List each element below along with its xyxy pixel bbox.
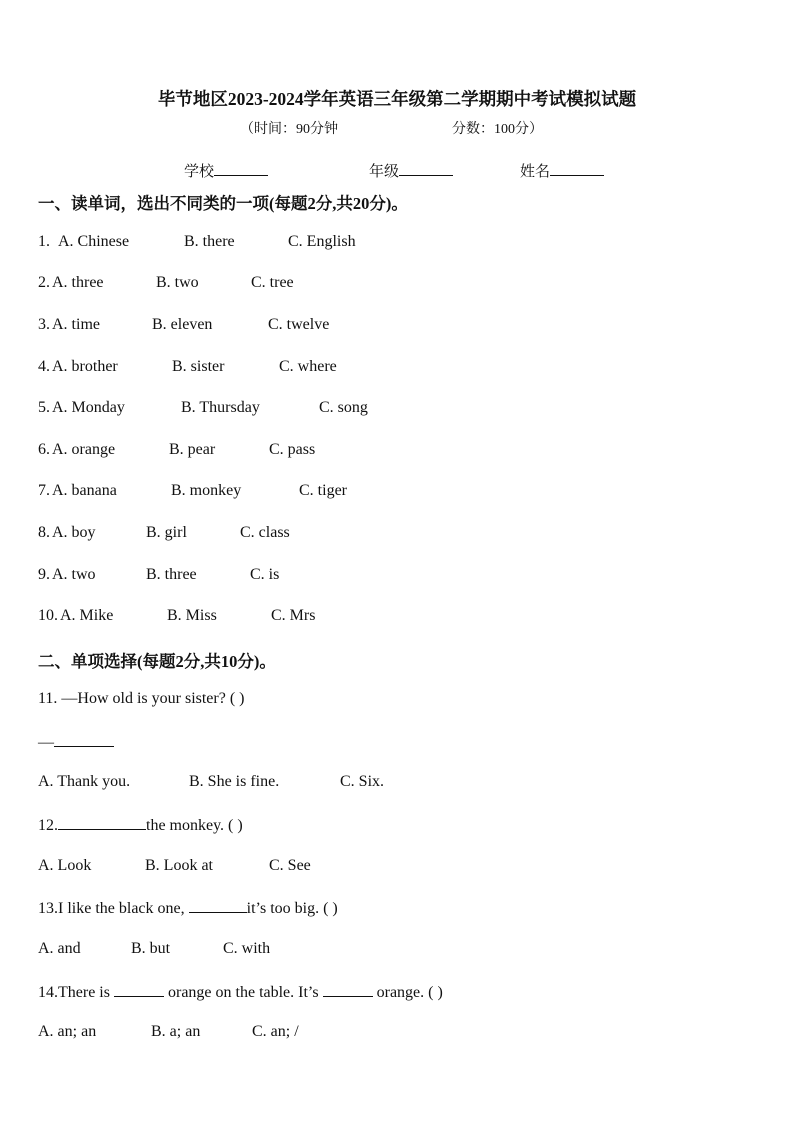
question-number: 4.: [38, 358, 50, 375]
option-c: C. tiger: [299, 482, 347, 499]
q14-blank-1[interactable]: [114, 982, 164, 997]
option-a: A. three: [52, 274, 104, 291]
option-c: C. Six.: [340, 773, 385, 790]
option-b: B. a; an: [151, 1023, 201, 1040]
name-blank[interactable]: [550, 161, 604, 176]
question-number: 7.: [38, 482, 50, 499]
q14-middle: orange on the table. It’s: [163, 984, 323, 1001]
q13-after: it’s too big. ( ): [246, 900, 338, 917]
option-c: C. class: [240, 524, 290, 541]
q14-before: 14.There is: [38, 984, 114, 1001]
grade-blank[interactable]: [399, 161, 453, 176]
option-a: A. an; an: [38, 1023, 97, 1040]
option-c: C. is: [250, 566, 280, 583]
question-number: 1.: [38, 233, 50, 250]
question-number: 10.: [38, 607, 58, 624]
option-c: C. Mrs: [271, 607, 316, 624]
option-b: B. sister: [172, 358, 225, 375]
school-label: 学校: [184, 164, 215, 180]
option-c: C. where: [279, 358, 337, 375]
q14-after: orange. ( ): [372, 984, 443, 1001]
q12-after: the monkey. ( ): [146, 817, 243, 834]
option-b: B. Look at: [145, 857, 213, 874]
exam-score: 分数：100分）: [452, 122, 543, 137]
question-number: 5.: [38, 399, 50, 416]
option-a: A. Mike: [60, 607, 114, 624]
option-c: C. twelve: [268, 316, 330, 333]
q11-stem: 11. —How old is your sister? ( ): [38, 690, 245, 707]
section1-heading: 一、读单词，选出不同类的一项(每题2分,共20分)。: [38, 194, 408, 213]
option-a: A. Monday: [52, 399, 125, 416]
option-c: C. See: [269, 857, 311, 874]
option-b: B. Miss: [167, 607, 217, 624]
question-number: 6.: [38, 441, 50, 458]
grade-label: 年级: [369, 164, 400, 180]
option-a: A. banana: [52, 482, 117, 499]
option-b: B. pear: [169, 441, 216, 458]
option-a: A. Look: [38, 857, 92, 874]
q13-stem: [38, 898, 338, 918]
question-number: 3.: [38, 316, 50, 333]
option-a: A. orange: [52, 441, 116, 458]
option-a: A. time: [52, 316, 100, 333]
option-c: C. song: [319, 399, 368, 416]
option-b: B. She is fine.: [189, 773, 280, 790]
section2-heading: 二、单项选择(每题2分,共10分)。: [38, 652, 276, 671]
q13-before: 13.I like the black one,: [38, 900, 189, 917]
option-c: C. an; /: [252, 1023, 299, 1040]
name-label: 姓名: [520, 164, 551, 180]
option-b: B. three: [146, 566, 197, 583]
option-b: B. but: [131, 940, 171, 957]
option-a: A. brother: [52, 358, 118, 375]
q11-answer-line: [38, 732, 114, 752]
option-b: B. girl: [146, 524, 187, 541]
name-field: [520, 160, 604, 181]
school-blank[interactable]: [214, 161, 268, 176]
exam-time: （时间：90分钟: [240, 122, 338, 137]
option-a: A. boy: [52, 524, 96, 541]
option-b: B. there: [184, 233, 235, 250]
q14-blank-2[interactable]: [323, 982, 373, 997]
option-b: B. Thursday: [181, 399, 260, 416]
q11-answer-blank[interactable]: [54, 732, 114, 747]
option-a: A. Chinese: [58, 233, 130, 250]
question-number: 9.: [38, 566, 50, 583]
option-a: A. Thank you.: [38, 773, 131, 790]
option-a: A. two: [52, 566, 96, 583]
q11-answer-prefix: —: [38, 734, 54, 751]
q14-stem: [38, 982, 443, 1002]
question-number: 8.: [38, 524, 50, 541]
q12-blank[interactable]: [58, 815, 146, 830]
exam-title: 毕节地区2023-2024学年英语三年级第二学期期中考试模拟试题: [157, 89, 637, 109]
option-b: B. eleven: [152, 316, 213, 333]
option-c: C. tree: [251, 274, 294, 291]
option-b: B. two: [156, 274, 199, 291]
grade-field: [369, 160, 453, 181]
option-a: A. and: [38, 940, 81, 957]
option-b: B. monkey: [171, 482, 242, 499]
q12-number: 12.: [38, 817, 58, 834]
school-field: [184, 160, 268, 181]
option-c: C. with: [223, 940, 271, 957]
q12-stem: [38, 815, 243, 835]
q13-blank[interactable]: [189, 898, 247, 913]
question-number: 2.: [38, 274, 50, 291]
option-c: C. pass: [269, 441, 316, 458]
option-c: C. English: [288, 233, 356, 250]
